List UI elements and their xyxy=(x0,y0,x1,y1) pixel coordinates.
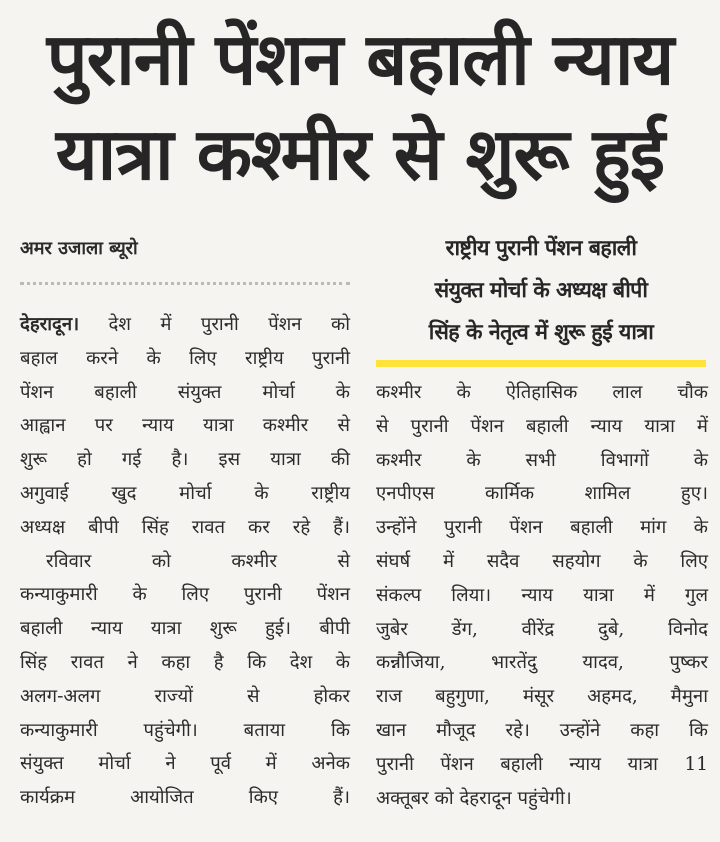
byline-divider xyxy=(20,282,350,285)
body-line: सिंह रावत ने कहा है कि देश के xyxy=(20,651,350,673)
body-line: देहरादून। देश में पुरानी पेंशन को xyxy=(20,314,350,335)
pull-quote-line-2: संयुक्त मोर्चा के अध्यक्ष बीपी xyxy=(434,278,648,303)
body-line: कार्यक्रम आयोजित किए हैं। xyxy=(20,787,350,809)
pull-quote-highlight-bar xyxy=(376,360,706,367)
body-line: बहाली न्याय यात्रा शुरू हुई। बीपी xyxy=(20,618,350,640)
body-line: जुबेर डेंग, वीरेंद्र दुबे, विनोद xyxy=(376,618,708,640)
body-line: कन्याकुमारी के लिए पुरानी पेंशन xyxy=(20,584,350,606)
dateline: देहरादून। xyxy=(20,314,80,335)
body-line: अध्यक्ष बीपी सिंह रावत कर रहे हैं। xyxy=(20,516,350,538)
left-column xyxy=(20,308,350,815)
body-line: संकल्प लिया। न्याय यात्रा में गुल xyxy=(376,584,708,606)
body-line: संयुक्त मोर्चा ने पूर्व में अनेक xyxy=(20,753,350,775)
body-line: शुरू हो गई है। इस यात्रा की xyxy=(20,449,350,471)
body-line: कश्मीर के ऐतिहासिक लाल चौक xyxy=(376,382,708,403)
pull-quote-line-3: सिंह के नेतृत्व में शुरू हुई यात्रा xyxy=(428,320,654,345)
body-line: अगुवाई खुद मोर्चा के राष्ट्रीय xyxy=(20,482,350,504)
body-line: खान मौजूद रहे। उन्होंने कहा कि xyxy=(376,719,708,741)
body-line: कन्नौजिया, भारतेंदु यादव, पुष्कर xyxy=(376,652,708,674)
body-line: अलग-अलग राज्यों से होकर xyxy=(20,685,350,707)
body-line: राज बहुगुणा, मंसूर अहमद, मैमुना xyxy=(376,686,708,708)
body-line: रविवार को कश्मीर से xyxy=(46,550,350,572)
headline-line-2: यात्रा कश्मीर से शुरू हुई xyxy=(55,112,665,196)
pull-quote xyxy=(376,228,706,354)
body-line: कन्याकुमारी पहुंचेगी। बताया कि xyxy=(20,719,350,741)
byline: अमर उजाला ब्यूरो xyxy=(20,238,138,259)
right-column xyxy=(376,376,708,815)
headline xyxy=(10,12,710,202)
body-line: अक्तूबर को देहरादून पहुंचेगी। xyxy=(376,787,572,809)
body-line: कश्मीर के सभी विभागों के xyxy=(376,449,708,471)
body-line: आह्वान पर न्याय यात्रा कश्मीर से xyxy=(20,415,350,437)
pull-quote-line-1: राष्ट्रीय पुरानी पेंशन बहाली xyxy=(445,236,637,261)
body-line: पुरानी पेंशन बहाली न्याय यात्रा 11 xyxy=(376,753,708,775)
body-line: उन्होंने पुरानी पेंशन बहाली मांग के xyxy=(376,517,708,539)
body-line: संघर्ष में सदैव सहयोग के लिए xyxy=(376,550,708,572)
headline-line-1: पुरानी पेंशन बहाली न्याय xyxy=(46,17,674,101)
body-line: से पुरानी पेंशन बहाली न्याय यात्रा में xyxy=(376,415,708,437)
body-line: बहाल करने के लिए राष्ट्रीय पुरानी xyxy=(20,347,350,369)
body-line: एनपीएस कार्मिक शामिल हुए। xyxy=(376,483,708,505)
body-line: पेंशन बहाली संयुक्त मोर्चा के xyxy=(20,381,350,403)
